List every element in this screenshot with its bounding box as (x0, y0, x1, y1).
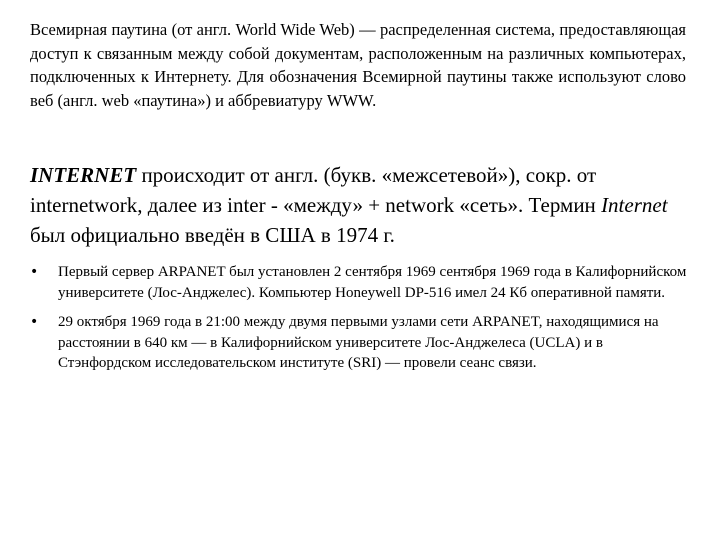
internet-term: INTERNET (30, 163, 137, 187)
bullet-icon: • (30, 314, 39, 330)
list-item (30, 312, 690, 374)
bullet-icon: • (30, 264, 39, 280)
www-definition-paragraph: Всемирная паутина (от англ. World Wide Web) — распределенная система, предоставляющая доступ к связанным между собой документам, расположенным на различных компьютерах, подключенных к Интернету. Для обозначения Всемирной паутины также используют слово веб (англ. web «паутина») и аббревиатуру WWW. (30, 20, 686, 110)
list-item (30, 262, 690, 303)
etymology-text-a: происходит от англ. (букв. «межсетевой»), сокр. от internetwork, далее из inter - «между» + network «сеть». Термин (30, 163, 602, 217)
bullet-text-first-session: 29 октября 1969 года в 21:00 между двумя первыми узлами сети ARPANET, находящимися на расстоянии в 640 км — в Калифорнийском университете Лос-Анджелеса (UCLA) и в Стэнфордском исследовательском институте (SRI) — провели сеанс связи. (58, 314, 659, 371)
etymology-text-b: был официально введён в США в 1974 г. (30, 223, 395, 247)
internet-term-italic: Internet (601, 193, 668, 217)
history-bullet-list (30, 262, 690, 383)
bullet-text-arpanet-server: Первый сервер ARPANET был установлен 2 сентября 1969 сентября 1969 года в Калифорнийском университете (Лос-Анджелес). Компьютер Honeywell DP-516 имел 24 Кб оперативной памяти. (58, 264, 687, 301)
internet-etymology-paragraph (30, 160, 690, 250)
